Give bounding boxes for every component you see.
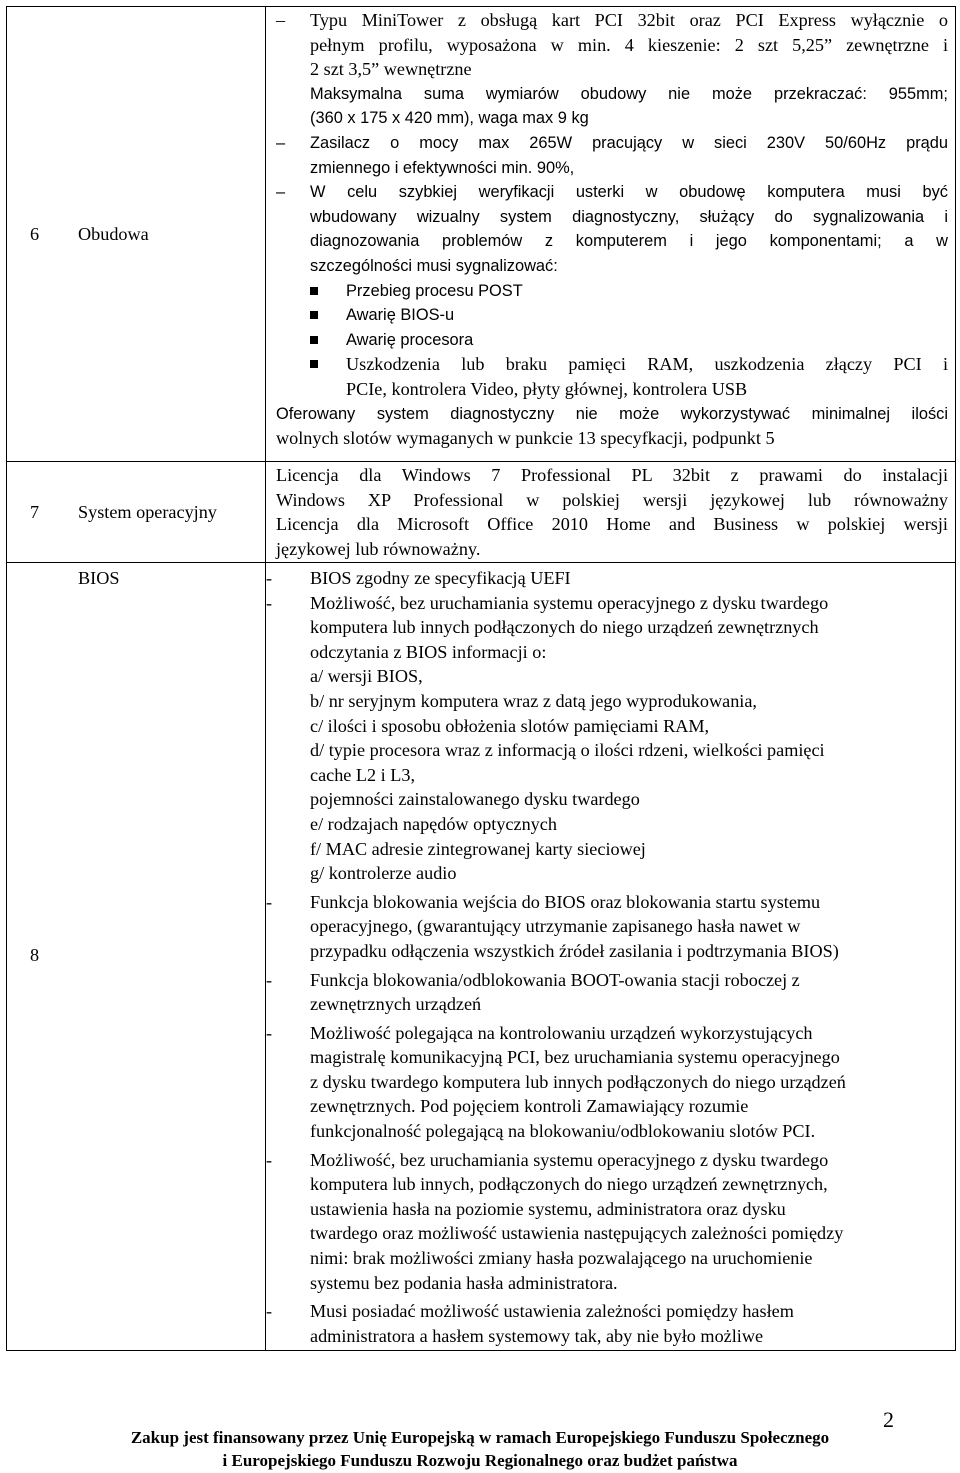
row-name: BIOS (78, 568, 120, 588)
text-line: Oferowany system diagnostyczny nie może wykorzystywać minimalnej ilości (276, 404, 948, 423)
text-line: zewnętrznych. Pod pojęciem kontroli Zamawiający rozumie (310, 1096, 749, 1117)
text-line: funkcjonalność polegającą na blokowaniu/odblokowaniu slotów PCI. (310, 1121, 816, 1142)
text-line: komputera lub innych, podłączonych do niego urządzeń zewnętrznych, (310, 1174, 828, 1195)
hyphen-marker: - (266, 1301, 273, 1322)
text-line: b/ nr seryjnym komputera wraz z datą jego wyprodukowania, (310, 690, 757, 711)
text-line: Awarię procesora (346, 330, 474, 349)
table-border-top (6, 6, 956, 7)
bullet-item (276, 328, 948, 353)
text-line: przypadku odłączenia wszystkich źródeł zasilania i podtrzymania BIOS) (310, 940, 839, 961)
list-item (266, 890, 948, 964)
hyphen-marker: - (266, 568, 273, 588)
text-line: Przebieg procesu POST (346, 281, 523, 300)
page-number: 2 (883, 1407, 894, 1432)
text-line: ustawienia hasła na poziomie systemu, administratora oraz dysku (310, 1198, 786, 1219)
text-line: Typu MiniTower z obsługą kart PCI 32bit oraz PCI Express wyłącznie o (310, 10, 948, 30)
row-content-system (276, 463, 948, 561)
dash-marker: – (276, 183, 286, 202)
text-line: Maksymalna suma wymiarów obudowy nie może przekraczać: 955mm; (310, 84, 948, 103)
text-line: W celu szybkiej weryfikacji usterki w obudowę komputera musi być (310, 183, 948, 202)
text-line: Funkcja blokowania/odblokowania BOOT-owania stacji roboczej z (310, 969, 800, 990)
text-line: Zasilacz o mocy max 265W pracujący w sieci 230V 50/60Hz prądu (310, 133, 948, 152)
text-line: 2 szt 3,5” wewnętrzne (310, 59, 472, 80)
table-border-left (6, 6, 7, 1351)
text-line: twardego oraz możliwość ustawienia następujących zależności pomiędzy (310, 1223, 844, 1244)
text-line: odczytania z BIOS informacji o: (310, 641, 547, 662)
row-number: 6 (30, 224, 40, 244)
list-item (266, 566, 948, 591)
table-border-right (955, 6, 956, 1351)
square-bullet-icon (310, 311, 318, 319)
row-name: Obudowa (78, 224, 149, 244)
text-line: zmiennego i efektywności min. 90%, (310, 158, 575, 177)
row-content-bios (266, 566, 948, 1348)
list-item (276, 8, 948, 131)
square-bullet-icon (310, 336, 318, 344)
text-line: a/ wersji BIOS, (310, 666, 423, 687)
text-line: cache L2 i L3, (310, 764, 416, 785)
text-line: (360 x 175 x 420 mm), waga max 9 kg (310, 109, 589, 128)
text-line: Uszkodzenia lub braku pamięci RAM, uszkodzenia złączy PCI i (346, 354, 948, 375)
text-line: Licencja dla Windows 7 Professional PL 32bit z prawami do instalacji (276, 465, 948, 485)
text-line: z dysku twardego komputera lub innych podłączonych do niego urządzeń (310, 1071, 846, 1092)
text-line: komputera lub innych podłączonych do niego urządzeń zewnętrznych (310, 617, 819, 638)
text-line: Funkcja blokowania wejścia do BIOS oraz blokowania startu systemu (310, 891, 821, 912)
text-line: g/ kontrolerze audio (310, 863, 457, 884)
row-number: 8 (30, 945, 40, 965)
text-line: magistralę komunikacyjną PCI, bez uruchamiania systemu operacyjnego (310, 1047, 840, 1068)
bullet-item (276, 279, 948, 304)
footer-line-1: Zakup jest finansowany przez Unię Europejską w ramach Europejskiego Funduszu Społecznego (130, 1428, 830, 1447)
text-line: wbudowany wizualny system diagnostyczny, służący do sygnalizowania i (310, 207, 948, 226)
row-divider (6, 562, 956, 563)
list-item (266, 1021, 948, 1144)
text-line: BIOS zgodny ze specyfikacją UEFI (310, 568, 571, 588)
text-line: Możliwość polegająca na kontrolowaniu urządzeń wykorzystujących (310, 1022, 813, 1043)
square-bullet-icon (310, 287, 318, 295)
text-line: Awarię BIOS-u (346, 306, 455, 325)
text-line: Możliwość, bez uruchamiania systemu operacyjnego z dysku twardego (310, 1149, 829, 1170)
text-line: e/ rodzajach napędów optycznych (310, 813, 557, 834)
hyphen-marker: - (266, 1022, 273, 1043)
hyphen-marker: - (266, 592, 273, 613)
bullet-item (276, 352, 948, 401)
list-item (276, 131, 948, 180)
text-line: PCIe, kontrolera Video, płyty głównej, kontrolera USB (346, 378, 748, 399)
square-bullet-icon (310, 360, 318, 368)
list-item (266, 591, 948, 886)
text-line: operacyjnego, (gwarantujący utrzymanie zapisanego hasła nawet w (310, 916, 801, 937)
table-border-bottom (6, 1350, 956, 1351)
list-item (276, 180, 948, 278)
list-item (266, 1299, 948, 1348)
text-line: wolnych slotów wymaganych w punkcie 13 specyfkacji, podpunkt 5 (276, 428, 775, 449)
text-line: Licencja dla Microsoft Office 2010 Home and Business w polskiej wersji (276, 514, 948, 535)
text-line: c/ ilości i sposobu obłożenia slotów pamięciami RAM, (310, 715, 710, 736)
footer-line-2: i Europejskiego Funduszu Rozwoju Regionalnego oraz budżet państwa (222, 1451, 738, 1470)
text-line: d/ typie procesora wraz z informacją o ilości rdzeni, wielkości pamięci (310, 740, 825, 761)
hyphen-marker: - (266, 891, 273, 912)
row-divider (6, 461, 956, 462)
text-line: szczególności musi sygnalizować: (310, 256, 558, 275)
text-line: językowej lub równoważny. (276, 538, 481, 559)
text-line: diagnozowania problemów z komputerem i jego komponentami; a w (310, 232, 948, 251)
text-line: zewnętrznych urządzeń (310, 994, 482, 1015)
text-line: Możliwość, bez uruchamiania systemu operacyjnego z dysku twardego (310, 592, 829, 613)
text-line: pełnym profilu, wyposażona w min. 4 kieszenie: 2 szt 5,25” zewnętrzne i (310, 34, 948, 55)
list-item (266, 1148, 948, 1296)
bullet-item (276, 303, 948, 328)
text-line: systemu bez podania hasła administratora. (310, 1272, 618, 1293)
list-item (266, 968, 948, 1017)
text-line: nimi: brak możliwości zmiany hasła pozwalającego na uruchomienie (310, 1248, 813, 1269)
text-line: administratora a hasłem systemowy tak, aby nie było możliwe (310, 1325, 764, 1346)
text-line: pojemności zainstalowanego dysku twardego (310, 789, 640, 810)
dash-marker: – (276, 10, 286, 30)
hyphen-marker: - (266, 969, 273, 990)
text-line: Musi posiadać możliwość ustawienia zależności pomiędzy hasłem (310, 1301, 794, 1322)
row-content-obudowa (276, 8, 948, 451)
row-name: System operacyjny (78, 502, 217, 522)
text-line: f/ MAC adresie zintegrowanej karty sieciowej (310, 838, 646, 859)
text-line: Windows XP Professional w polskiej wersji językowej lub równoważny (276, 489, 948, 510)
dash-marker: – (276, 133, 286, 152)
row-number: 7 (30, 502, 40, 522)
hyphen-marker: - (266, 1149, 273, 1170)
